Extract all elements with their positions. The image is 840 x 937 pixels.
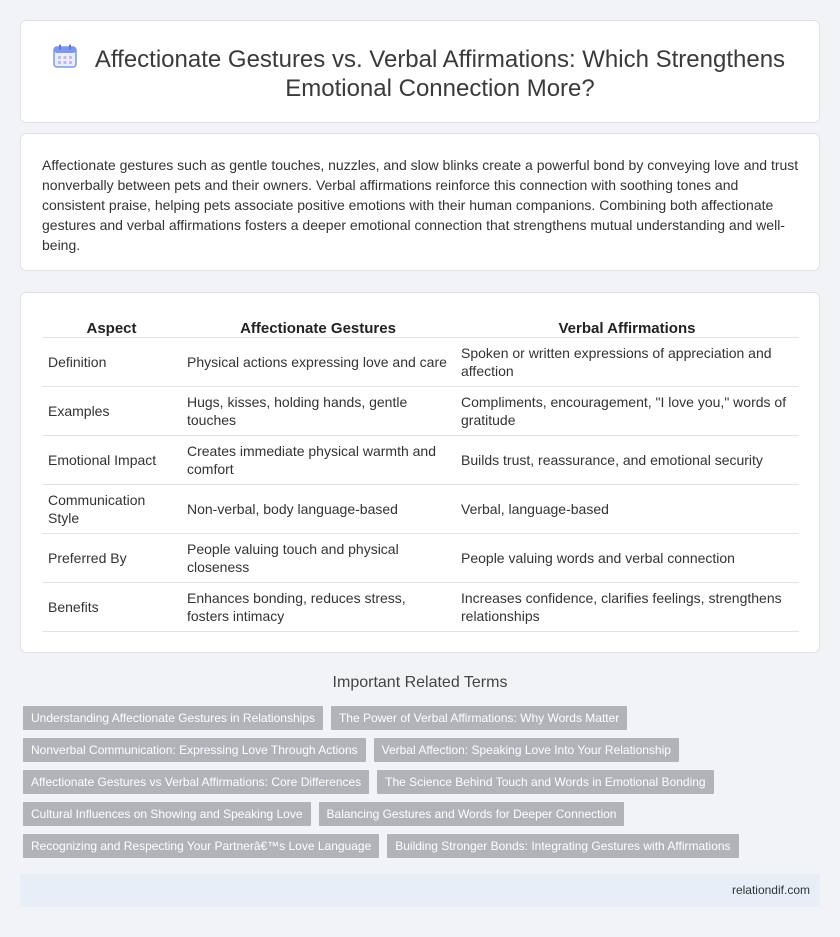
table-cell: Hugs, kisses, holding hands, gentle touches [181,386,455,435]
table-cell: Examples [42,386,181,435]
table-row [42,484,799,533]
table-cell: Non-verbal, body language-based [181,484,455,533]
table-cell: Creates immediate physical warmth and comfort [181,435,455,484]
table-cell: People valuing touch and physical closeness [181,533,455,582]
site-name[interactable]: relationdif.com [731,883,810,897]
related-term-link[interactable]: Building Stronger Bonds: Integrating Gestures with Affirmations [387,834,738,858]
related-term-link[interactable]: Nonverbal Communication: Expressing Love Through Actions [23,738,366,762]
table-cell: Builds trust, reassurance, and emotional security [455,435,799,484]
table-row [42,435,799,484]
column-header-aspect: Aspect [42,316,181,337]
title-card [20,20,820,123]
column-header-affirmations: Verbal Affirmations [455,316,799,337]
table-row [42,337,799,386]
table-cell: Benefits [42,582,181,631]
intro-card [20,133,820,271]
related-term-link[interactable]: Cultural Influences on Showing and Speaking Love [23,802,311,826]
table-cell: Enhances bonding, reduces stress, fosters intimacy [181,582,455,631]
related-terms-list [23,706,803,866]
table-cell: Preferred By [42,533,181,582]
table-cell: Physical actions expressing love and care [181,337,455,386]
related-term-link[interactable]: Recognizing and Respecting Your Partnerâ€™s Love Language [23,834,379,858]
table-row [42,386,799,435]
table-cell: Verbal, language-based [455,484,799,533]
related-terms-heading: Important Related Terms [332,674,508,691]
footer [20,874,820,907]
table-header-row [42,316,799,337]
table-cell: Spoken or written expressions of appreciation and affection [455,337,799,386]
related-term-link[interactable]: Affectionate Gestures vs Verbal Affirmations: Core Differences [23,770,369,794]
table-cell: Compliments, encouragement, "I love you," words of gratitude [455,386,799,435]
table-cell: Emotional Impact [42,435,181,484]
related-term-link[interactable]: The Science Behind Touch and Words in Emotional Bonding [377,770,713,794]
comparison-table [42,316,799,632]
table-cell: Increases confidence, clarifies feelings, strengthens relationships [455,582,799,631]
comparison-card [20,292,820,653]
related-term-link[interactable]: Understanding Affectionate Gestures in Relationships [23,706,323,730]
table-cell: Definition [42,337,181,386]
table-cell: People valuing words and verbal connection [455,533,799,582]
related-term-link[interactable]: Balancing Gestures and Words for Deeper Connection [319,802,625,826]
table-row [42,533,799,582]
column-header-gestures: Affectionate Gestures [181,316,455,337]
page-title: Affectionate Gestures vs. Verbal Affirmations: Which Strengthens Emotional Connection More? [94,46,786,102]
related-term-link[interactable]: The Power of Verbal Affirmations: Why Words Matter [331,706,627,730]
table-cell: Communication Style [42,484,181,533]
intro-paragraph: Affectionate gestures such as gentle touches, nuzzles, and slow blinks create a powerful bond by conveying love and trust nonverbally between pets and their owners. Verbal affirmations reinforce this connection with soothing tones and consistent praise, helping pets associate positive emotions with their human companions. Combining both affectionate gestures and verbal affirmations fosters a deeper emotional connection that strengthens mutual understanding and well-being. [42,157,799,253]
related-term-link[interactable]: Verbal Affection: Speaking Love Into Your Relationship [374,738,679,762]
table-row [42,582,799,631]
